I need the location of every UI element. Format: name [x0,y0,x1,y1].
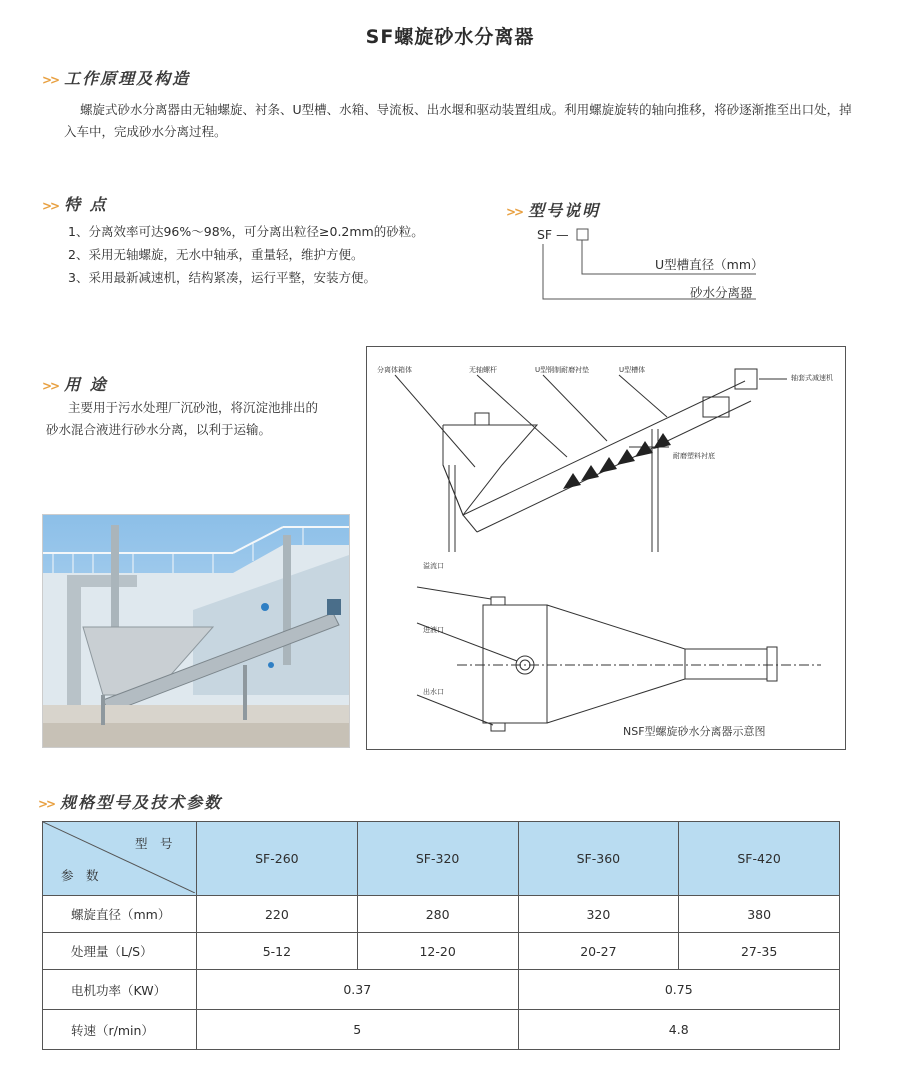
model-header-cell: SF-320 [357,822,518,896]
model-label-diameter: U型槽直径（mm） [655,257,764,272]
features-heading: 特 点 [64,195,108,214]
table-row [43,896,840,933]
table-cell: 5-12 [197,933,358,970]
spec-heading: 规格型号及技术参数 [60,793,223,812]
diagram-label-outlet: 出水口 [423,688,444,696]
arrow-icon: >> [42,199,59,213]
table-cell: 280 [357,896,518,933]
principle-text-line1: 螺旋式砂水分离器由无轴螺旋、衬条、U型槽、水箱、导流板、出水堰和驱动装置组成。利用螺旋旋转的轴向推移，将砂逐渐推至出口处，掉 [80,102,852,117]
usage-heading: 用 途 [64,375,108,394]
section-heading-features [42,192,108,215]
equipment-photo [42,514,350,748]
row-label: 电机功率（KW） [43,970,197,1010]
table-cell: 380 [679,896,840,933]
model-code: SF — [537,227,569,242]
table-cell: 220 [197,896,358,933]
section-heading-principle [42,66,190,89]
table-row [43,1010,840,1050]
page-title: SF螺旋砂水分离器 [365,26,535,48]
usage-text-line1: 主要用于污水处理厂沉砂池，将沉淀池排出的 [68,400,319,415]
principle-text-line2: 入车中，完成砂水分离过程。 [64,124,227,139]
row-label: 转速（r/min） [43,1010,197,1050]
diagram-label-shaftless: 无轴螺杆 [469,366,497,374]
arrow-icon: >> [38,797,55,811]
table-header-row [43,822,840,896]
arrow-icon: >> [506,205,523,219]
spec-table [42,821,840,1050]
schematic-diagram [366,346,846,750]
feature-item: 3、采用最新减速机，结构紧凑，运行平整，安装方便。 [68,270,376,285]
model-header-cell: SF-420 [679,822,840,896]
diagram-label-reducer: 轴套式减速机 [791,374,833,382]
table-cell: 320 [518,896,679,933]
arrow-icon: >> [42,379,59,393]
table-cell: 0.37 [197,970,519,1010]
table-cell: 27-35 [679,933,840,970]
diagram-label-tank: 分离体箱体 [377,366,412,374]
row-label: 螺旋直径（mm） [43,896,197,933]
diagram-label-overflow: 溢流口 [423,562,444,570]
diagram-caption: NSF型螺旋砂水分离器示意图 [623,725,766,738]
diagram-label-wearliner: 耐磨塑料衬底 [673,452,715,460]
row-label: 处理量（L/S） [43,933,197,970]
model-label-name: 砂水分离器 [690,285,753,300]
principle-heading: 工作原理及构造 [64,69,191,88]
model-header-cell: SF-360 [518,822,679,896]
corner-model-label: 型 号 [135,836,173,851]
table-row [43,970,840,1010]
diagram-label-trough: U型槽体 [619,366,646,374]
feature-item: 1、分离效率可达96%～98%，可分离出粒径≥0.2mm的砂粒。 [68,224,424,239]
diagram-label-inlet: 进液口 [423,626,444,634]
table-row [43,933,840,970]
diagram-label-liner: U型钢制耐磨衬垫 [535,366,590,374]
table-cell: 4.8 [518,1010,840,1050]
model-header-cell: SF-260 [197,822,358,896]
model-heading: 型号说明 [528,201,601,220]
corner-param-label: 参 数 [61,868,99,883]
section-heading-spec [38,790,222,813]
section-heading-model [506,198,600,221]
corner-header-cell [43,822,197,896]
table-cell: 0.75 [518,970,840,1010]
section-heading-usage [42,372,108,395]
table-cell: 5 [197,1010,519,1050]
usage-text-line2: 砂水混合液进行砂水分离，以利于运输。 [46,422,272,437]
table-cell: 12-20 [357,933,518,970]
table-cell: 20-27 [518,933,679,970]
arrow-icon: >> [42,73,59,87]
feature-item: 2、采用无轴螺旋，无水中轴承，重量轻，维护方便。 [68,247,364,262]
